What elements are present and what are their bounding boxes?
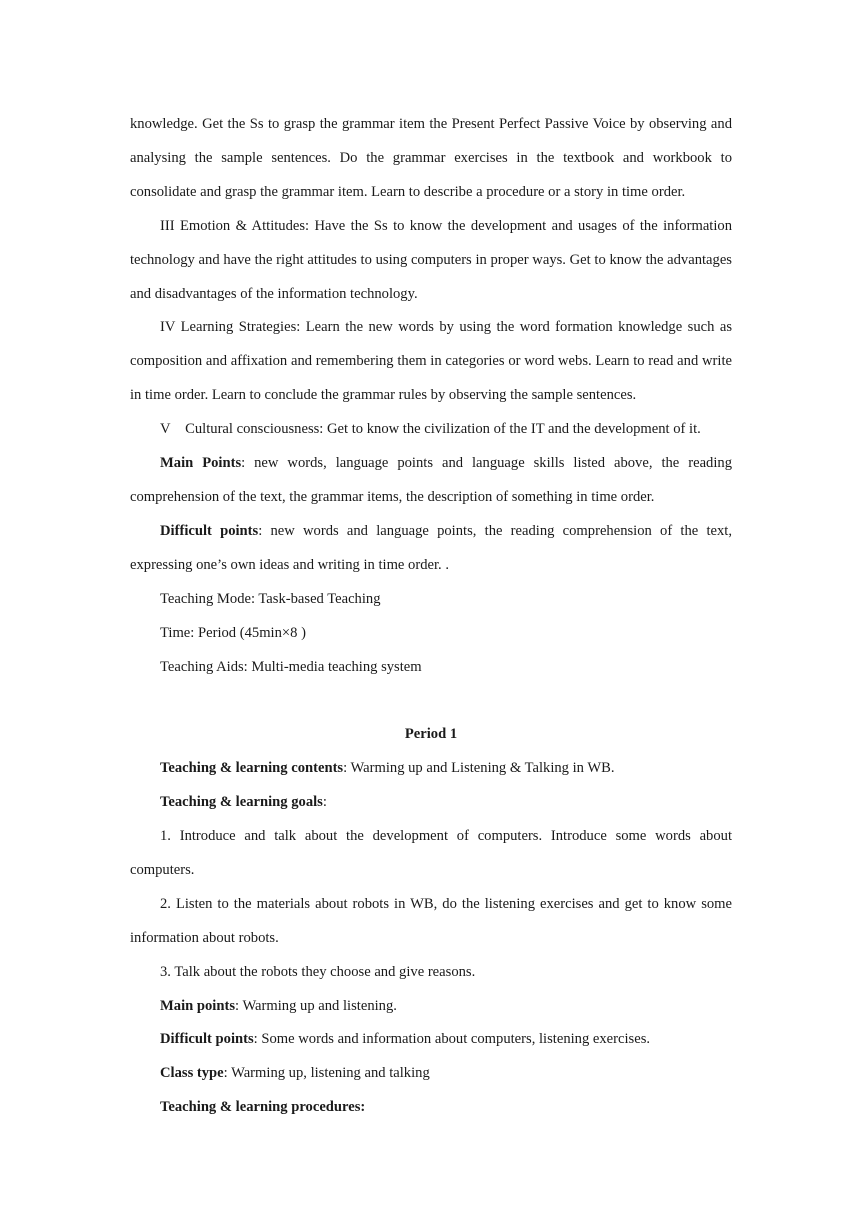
period-main-points-label: Main points: [160, 997, 236, 1014]
period-goals: [130, 786, 732, 820]
section-spacer: [130, 684, 732, 718]
period-goals-text: :: [322, 794, 327, 811]
period-title: Period 1: [404, 726, 458, 743]
goal-item-1: 1. Introduce and talk about the development of computers. Introduce some words about computers.: [130, 828, 732, 878]
period-procedures-label: Teaching & learning procedures:: [160, 1099, 366, 1116]
teaching-mode: Teaching Mode: Task-based Teaching: [160, 590, 381, 607]
goal-item-3: 3. Talk about the robots they choose and give reasons.: [160, 963, 476, 980]
teaching-time: Time: Period (45min×8 ): [160, 624, 306, 641]
paragraph-cultural-consciousness: V Cultural consciousness: Get to know the civilization of the IT and the development of it.: [160, 421, 701, 438]
period-contents-label: Teaching & learning contents: [160, 760, 344, 777]
period-main-points: [130, 990, 732, 1024]
paragraph-emotion-attitudes: III Emotion & Attitudes: Have the Ss to know the development and usages of the information technology and have the right attitudes to using computers in proper ways. Get to know the advantages and disadvantages of the information technology.: [130, 217, 732, 302]
document-page: [130, 108, 732, 1125]
main-points-label: Main Points: [160, 455, 242, 472]
paragraph-difficult-points: [130, 515, 732, 583]
period-main-points-text: : Warming up and listening.: [235, 997, 397, 1014]
period-procedures: [130, 1091, 732, 1125]
period-difficult-points-label: Difficult points: [160, 1031, 254, 1048]
period-class-type: [130, 1057, 732, 1091]
period-difficult-points: [130, 1023, 732, 1057]
teaching-aids: Teaching Aids: Multi-media teaching system: [160, 658, 422, 675]
period-goals-label: Teaching & learning goals: [160, 794, 323, 811]
paragraph-learning-strategies: IV Learning Strategies: Learn the new words by using the word formation knowledge such as composition and affixation and remembering them in categories or word webs. Learn to read and write in time order. Learn to conclude the grammar rules by observing the sample sentences.: [130, 319, 732, 404]
goal-item-2: 2. Listen to the materials about robots in WB, do the listening exercises and get to know some information about robots.: [130, 895, 732, 946]
period-class-type-text: : Warming up, listening and talking: [223, 1065, 430, 1082]
paragraph-knowledge: knowledge. Get the Ss to grasp the grammar item the Present Perfect Passive Voice by observing and analysing the sample sentences. Do the grammar exercises in the textbook and workbook to consolidate and grasp the grammar item. Learn to describe a procedure or a story in time order.: [130, 116, 732, 200]
period-contents: [130, 752, 732, 786]
period-difficult-points-text: : Some words and information about computers, listening exercises.: [253, 1031, 651, 1048]
difficult-points-text: : new words and language points, the reading comprehension of the text, expressing one’s own ideas and writing in time order. .: [130, 522, 732, 573]
paragraph-main-points: [130, 447, 732, 515]
period-contents-text: : Warming up and Listening & Talking in WB.: [343, 760, 615, 777]
difficult-points-label: Difficult points: [160, 522, 259, 539]
period-class-type-label: Class type: [160, 1065, 224, 1082]
main-points-text: : new words, language points and language skills listed above, the reading comprehension of the text, the grammar items, the description of something in time order.: [130, 455, 732, 505]
